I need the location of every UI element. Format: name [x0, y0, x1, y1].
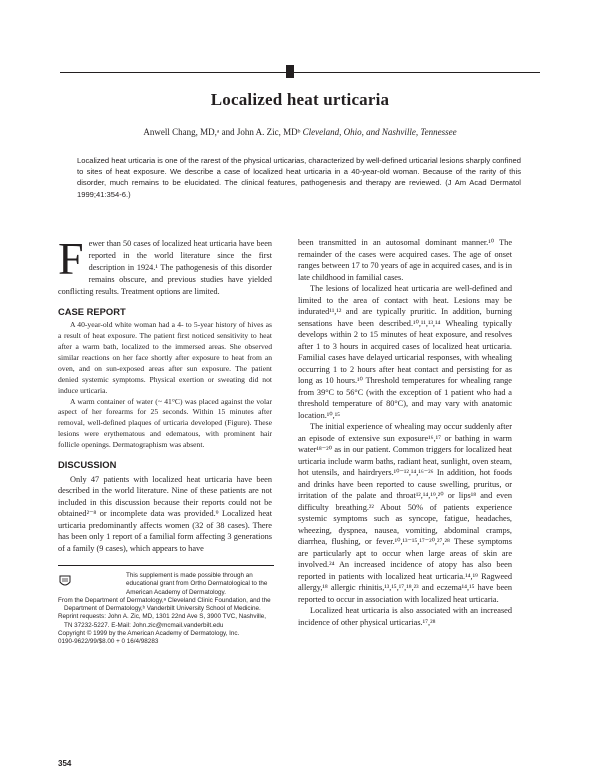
article-title: Localized heat urticaria	[210, 90, 390, 109]
right-column	[298, 237, 512, 628]
discussion-paragraph-1: Only 47 patients with localized heat urticaria have been described in the world literature. Nine of these patients are not included in this discussion because their reports could not be obtained²⁻⁸ or incomplete data was provided.⁹ Localized heat urticaria predominantly affects women (32 of 38 cases). There has been only 1 report of a familial form affecting 3 generations of a family (9 cases), which appears to have	[58, 474, 272, 553]
issn-note: 0190-9622/99/$8.00 + 0 16/4/98283	[58, 638, 159, 646]
page-number: 354	[58, 759, 72, 768]
header-rule	[60, 72, 540, 73]
reprint-note: Reprint requests: John A. Zic, MD, 1301 22nd Ave S, 3900 TVC, Nashville, TN 37232-5227. E-Mail: John.zic@mcmail.vanderbilt.edu	[58, 613, 267, 629]
aad-logo-icon	[58, 574, 72, 588]
author-locations: Cleveland, Ohio, and Nashville, Tennessee	[302, 127, 457, 137]
right-paragraph-1: been transmitted in an autosomal dominant manner.¹⁰ The remainder of the cases were acquired cases. The age of onset ranges between 17 to 70 years of age in acquired cases, and is in late childhood in familial cases.	[298, 238, 512, 282]
copyright-note: Copyright © 1999 by the American Academy of Dermatology, Inc.	[58, 630, 240, 638]
case-paragraph-2: A warm container of water (~ 41°C) was placed against the volar aspect of her forearms for 25 seconds. Within 15 minutes after removal, well-defined plaques of urticaria developed (Figure). These lesions were erythematous and edematous, with prominent hair follicle openings. Dermatographism was absent.	[58, 396, 272, 450]
supplement-note	[58, 572, 274, 597]
footnotes	[58, 565, 274, 647]
right-paragraph-4: Localized heat urticaria is also associated with an increased incidence of other physical urticarias.¹⁷,²⁸	[298, 606, 512, 627]
case-report-heading: CASE REPORT	[58, 305, 126, 317]
discussion-heading: DISCUSSION	[58, 459, 117, 471]
intro-text: ewer than 50 cases of localized heat urticaria have been reported in the world literature since the first description in 1924.¹ The pathogenesis of this disorder remains obscure, and previous studies have yielded conflicting results. Treatment options are limited.	[58, 239, 272, 296]
footnote-rule	[58, 565, 274, 566]
left-column	[58, 233, 272, 554]
case-report	[58, 320, 272, 451]
case-paragraph-1: A 40-year-old white woman had a 4- to 5-year history of hives as a result of heat exposure. The patient first noticed sensitivity to heat after a warm bath, localized to the immersed areas. She observed similar reactions on her face shortly after exposure to heat from an oven, and on sun-exposed areas after sun exposure. The patient denied systemic symptoms. Physical exertion or sweating did not induce urticaria.	[58, 320, 272, 395]
right-paragraph-2: The lesions of localized heat urticaria are well-defined and limited to the area of contact with heat. Lesions may be indurated¹¹,¹² and are typically pruritic. In addition, burning sensations have been described.¹⁰,¹¹,¹³,¹⁴ Whealing typically develops within 2 to 15 minutes of heat exposure, and resolves after 1 to 3 hours in acquired cases of localized heat urticaria. Familial cases have delayed urticarial responses, with whealing occurring 1 to 2 hours after heat contact and persisting for as long as 10 hours.¹⁰ Threshold temperatures for whealing range from 39°C to 56°C (with the exception of 1 patient who had a threshold temperature of 80°C), and may vary with anatomic location.¹⁰,¹⁵	[298, 284, 512, 420]
abstract: Localized heat urticaria is one of the rarest of the physical urticarias, characterized by well-defined urticarial lesions sharply confined to sites of heat exposure. We describe a case of localized heat urticaria in a 40-year-old woman. Because of the rarity of this disorder, much remains to be elucidated. The clinical features, pathogenesis and therapy are reviewed. (J Am Acad Dermatol 1999;41:354-6.)	[77, 156, 521, 199]
author-line	[0, 127, 600, 137]
affiliation-note: From the Department of Dermatology,ᵃ Cleveland Clinic Foundation, and the Department of Dermatology,ᵇ Vanderbilt University School of Medicine.	[58, 596, 271, 613]
header-mark	[286, 65, 294, 78]
author-names: Anwell Chang, MD,ᵃ and John A. Zic, MDᵇ	[143, 127, 301, 137]
intro-paragraph	[58, 233, 272, 298]
supplement-text: This supplement is made possible through an educational grant from Ortho Dermatological to the American Academy of Dermatology.	[126, 572, 268, 596]
right-paragraph-3: The initial experience of whealing may occur suddenly after an episode of extensive sun exposure¹⁶,¹⁷ or bathing in warm water¹⁸⁻²⁰ as in our patient. Common triggers for localized heat urticaria include warm baths, radiant heat, sunlight, oven steam, hot utensils, and hairdryers.¹⁰⁻¹²,¹⁴,¹⁶⁻²⁶ In addition, hot foods and drinks have been reported to cause swelling, pruritus, or irritation of the palate and throat¹²,¹⁴,¹⁹,²⁰ or lips¹⁸ and even difficulty breathing.²² About 50% of patients experience systemic symptoms such as syncope, fatigue, headaches, wheezing, dyspnea, nausea, vomiting, abdominal cramps, diarrhea, flushing, or fever.¹⁰,¹³⁻¹⁵,¹⁷⁻²⁰,²⁷,²⁸ These symptoms are particularly apt to occur when large areas of skin are involved.²⁴ An increased incidence of atopy has also been reported in patients with localized heat urticaria.¹⁴,¹⁹ Ragweed allergy,¹⁸ allergic rhinitis,¹³,¹⁵,¹⁷,¹⁸,²³ and eczema¹⁴,¹⁵ have been reported to occur in association with localized heat urticaria.	[298, 422, 512, 604]
drop-cap: F	[58, 233, 84, 284]
